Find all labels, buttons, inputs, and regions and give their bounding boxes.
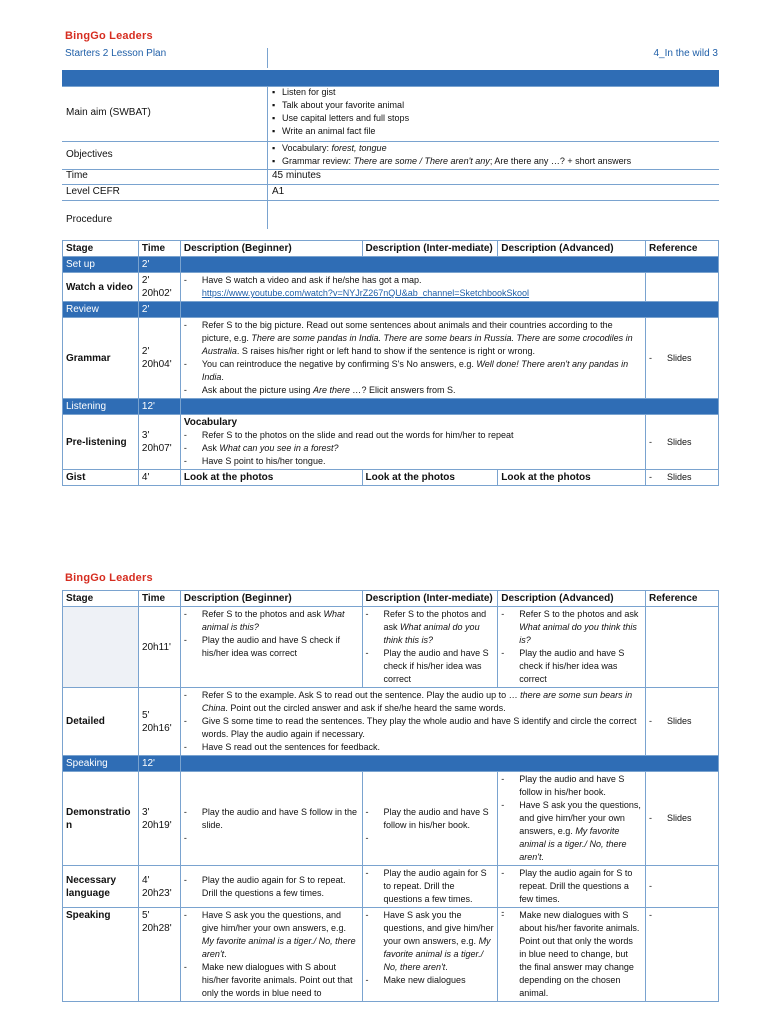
gist-row: Gist 4' Look at the photos Look at the photos Look at the photos - Slides [63, 470, 719, 486]
main-aim-label: Main aim (SWBAT) [66, 107, 151, 118]
brand-logo-page2: BingGo Leaders [65, 572, 153, 584]
grammar-row: Grammar 2' 20h04' - Refer S to the big picture. Read out some sentences about animals and their countries according to the picture, e.g. There are some pandas in India. There are some bears in Russia. There are some crocodiles in Australia. S raises his/her right or left hand to show if the sentence is right or wrong. - You can reintroduce the negative by confirming S's No answers, e.g. Well done! There aren't any pandas in India. - Ask about the picture using Are there …? Elicit answers from S. - Slides [63, 318, 719, 399]
lesson-unit-title: 4_In the wild 3 [653, 48, 718, 59]
header-divider [267, 48, 268, 68]
table-header-row: Stage Time Description (Beginner) Description (Inter-mediate) Description (Advanced) Reference [63, 241, 719, 257]
objectives-list: ▪ Vocabulary: forest, tongue ▪ Grammar review: There are some / There aren't any; Are there any …? + short answers [272, 142, 631, 168]
prelistening-row: Pre-listening 3' 20h07' Vocabulary - Refer S to the photos on the slide and read out the words for him/her to repeat - Ask What can you see in a forest? - Have S point to his/her tongue. - Slides [63, 415, 719, 470]
level-label: Level CEFR [66, 186, 120, 197]
video-link[interactable]: https://www.youtube.com/watch?v=NYJrZ267nQU&ab_channel=SketchbookSkool [201, 288, 530, 298]
main-aim-list: ▪ Listen for gist ▪ Talk about your favorite animal ▪ Use capital letters and full stops ▪ Write an animal fact file [272, 86, 409, 138]
level-value: A1 [272, 186, 285, 197]
procedure-label: Procedure [66, 214, 113, 225]
gist-continued-row: 20h11' - Refer S to the photos and ask What animal is this? - Play the audio and have S check if his/her idea was correct - Refer S to the photos and ask What animal do you think this is? - Play the audio and have S check if his/her idea was correct - Refer S to the photos and ask What animal do you think this is? - Play the audio and have S check if his/her idea was correct [63, 607, 719, 688]
lesson-plan-title: Starters 2 Lesson Plan [65, 48, 167, 59]
demonstration-row: Demonstration 3' 20h19' - Play the audio and have S follow in the slide. - Play the audio and have S follow in his/her book. - Play the audio and have S follow in his/her book. - Have S ask you the questions, and give him/her your own answers, e.g. My favorite animal is a tiger./ No, there aren't. - Slides [63, 772, 719, 866]
objectives-label: Objectives [66, 149, 113, 160]
watch-video-row: Watch a video 2' 20h02' - Have S watch a video and ask if he/she has got a map. https://www.youtube.com/watch?v=NYJrZ267nQU&ab_channel=SketchbookSkool [63, 273, 719, 302]
detailed-row: Detailed 5' 20h16' - Refer S to the example. Ask S to read out the sentence. Play the audio up to … there are some sun bears in China. Point out the circled answer and ask if she/he heard the same words. - Give S some time to read the sentences. They play the whole audio and have S identify and circle the correct words. Play the audio again if necessary. - Have S read out the sentences for feedback. - Slides [63, 688, 719, 756]
time-label: Time [66, 170, 88, 181]
header-blue-band [62, 70, 719, 86]
review-band: Review 2' [63, 302, 719, 318]
procedure-table-1 [62, 240, 719, 486]
time-value: 45 minutes [272, 170, 321, 181]
brand-logo: BingGo Leaders [65, 30, 153, 42]
table2-header-row: Stage Time Description (Beginner) Description (Inter-mediate) Description (Advanced) Reference [63, 591, 719, 607]
necessary-language-row: Necessary language 4' 20h23' - Play the audio again for S to repeat. Drill the questions a few times. - Play the audio again for S to repeat. Drill the questions a few times. - Play the audio again for S to repeat. Drill the questions a few times. - [63, 866, 719, 908]
setup-band: Set up 2' [63, 257, 719, 273]
speaking-band: Speaking 12' [63, 756, 719, 772]
speaking-row: Speaking 5' 20h28' - Have S ask you the questions, and give him/her your own answers, e.g. My favorite animal is a tiger./ No, there aren't. - Make new dialogues with S about his/her favorite animals. Point out that only the words in blue need to - Have S ask you the questions, and give him/her your own answers, e.g. My favorite animal is a tiger./ No, there aren't. - Make new dialogues - Make new dialogues with S about his/her favorite animals. Point out that only the words in blue need to change, but the final answer may change depending on the chosen animal. - [63, 908, 719, 1002]
procedure-table-2 [62, 590, 719, 1002]
listening-band: Listening 12' [63, 399, 719, 415]
